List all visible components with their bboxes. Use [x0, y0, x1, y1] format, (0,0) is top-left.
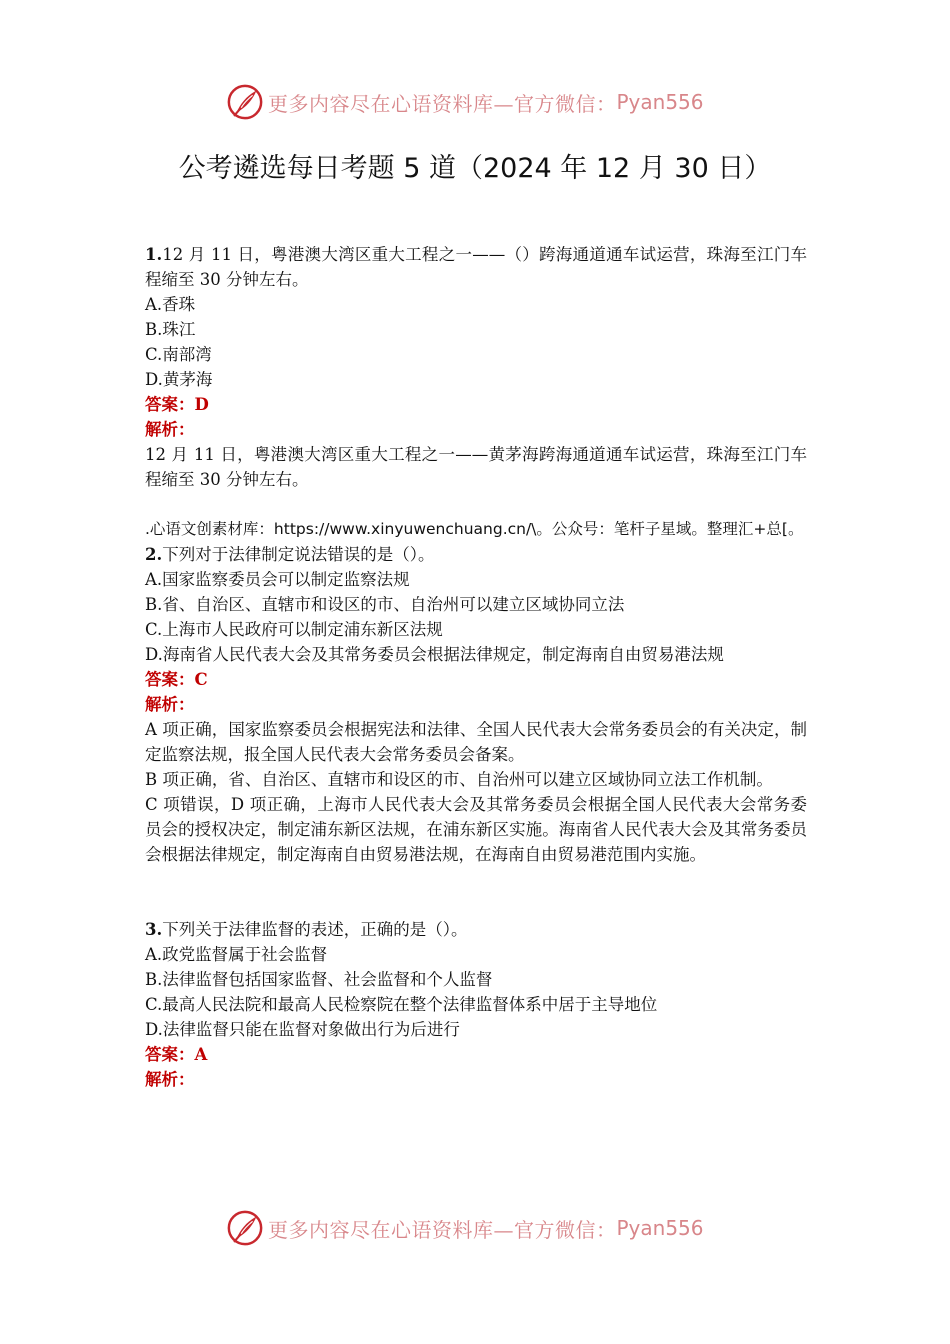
option-a: A.政党监督属于社会监督	[145, 945, 328, 964]
answer-label: 答案：A	[145, 1045, 208, 1064]
analysis-label: 解析：	[145, 420, 195, 439]
option-c: C.南部湾	[145, 345, 212, 364]
banner-wechat-id: Pyan556	[616, 90, 704, 114]
analysis-label: 解析：	[145, 695, 195, 714]
option-d: D.海南省人民代表大会及其常务委员会根据法律规定，制定海南自由贸易港法规	[145, 645, 724, 664]
analysis-text-b: B 项正确，省、自治区、直辖市和设区的市、自治州可以建立区域协同立法工作机制。	[145, 770, 773, 789]
question-3-stem	[145, 917, 807, 942]
question-text: 下列对于法律制定说法错误的是（）。	[162, 545, 435, 564]
question-1-stem	[145, 242, 807, 292]
feather-quill-logo	[226, 1209, 264, 1247]
question-2-stem	[145, 542, 807, 567]
banner-slogan: 更多内容尽在心语资料库—官方微信：	[268, 91, 617, 116]
question-number: 1.	[145, 245, 163, 264]
footer-banner	[226, 1208, 704, 1248]
analysis-text-a: A 项正确，国家监察委员会根据宪法和法律、全国人民代表大会常务委员会的有关决定，制定监察法规，报全国人民代表大会常务委员会备案。	[145, 720, 807, 764]
option-b: B.珠江	[145, 320, 196, 339]
header-banner	[226, 82, 704, 122]
analysis-label: 解析：	[145, 1070, 195, 1089]
question-number: 3.	[145, 920, 163, 939]
question-text: 12 月 11 日，粤港澳大湾区重大工程之一——（）跨海通道通车试运营，珠海至江门车程缩至 30 分钟左右。	[145, 245, 807, 289]
option-c: C.上海市人民政府可以制定浦东新区法规	[145, 620, 443, 639]
document-body	[145, 242, 807, 1092]
answer-label: 答案：D	[145, 395, 209, 414]
banner-slogan: 更多内容尽在心语资料库—官方微信：	[268, 1217, 617, 1242]
option-b: B.法律监督包括国家监督、社会监督和个人监督	[145, 970, 493, 989]
feather-quill-logo	[226, 83, 264, 121]
option-b: B.省、自治区、直辖市和设区的市、自治州可以建立区域协同立法	[145, 595, 625, 614]
answer-label: 答案：C	[145, 670, 208, 689]
page-title: 公考遴选每日考题 5 道（2024 年 12 月 30 日）	[178, 153, 772, 184]
option-d: D.法律监督只能在监督对象做出行为后进行	[145, 1020, 460, 1039]
option-d: D.黄茅海	[145, 370, 213, 389]
option-a: A.香珠	[145, 295, 196, 314]
banner-wechat-id: Pyan556	[616, 1216, 704, 1240]
option-c: C.最高人民法院和最高人民检察院在整个法律监督体系中居于主导地位	[145, 995, 658, 1014]
question-number: 2.	[145, 545, 163, 564]
source-note: .心语文创素材库：https://www.xinyuwenchuang.cn/\。公众号：笔杆子星域。整理汇+总[。	[145, 520, 804, 538]
analysis-text-cd: C 项错误，D 项正确，上海市人民代表大会及其常务委员会根据全国人民代表大会常务委员会的授权决定，制定浦东新区法规，在浦东新区实施。海南省人民代表大会及其常务委员会根据法律规定，制定海南自由贸易港法规，在海南自由贸易港范围内实施。	[145, 795, 807, 864]
question-text: 下列关于法律监督的表述，正确的是（）。	[162, 920, 468, 939]
analysis-text: 12 月 11 日，粤港澳大湾区重大工程之一——黄茅海跨海通道通车试运营，珠海至江门车程缩至 30 分钟左右。	[145, 445, 807, 489]
option-a: A.国家监察委员会可以制定监察法规	[145, 570, 410, 589]
